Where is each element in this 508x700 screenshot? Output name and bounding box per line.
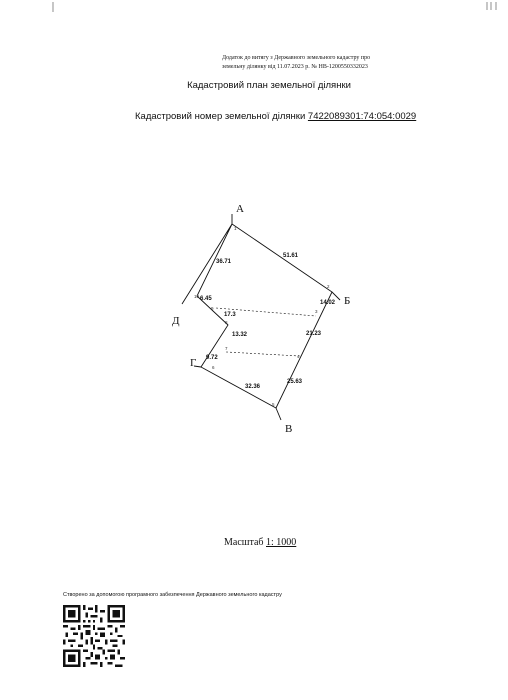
length-label: 14.02 [320,300,336,306]
software-note: Створено за допомогою програмного забезпечення Державного земельного кадастру [63,592,282,598]
length-label: 17.3 [224,312,236,318]
length-label: 13.32 [232,332,248,338]
point-number: 4 [297,354,300,359]
point-number: 10 [194,294,200,299]
point-number: 1 [234,226,237,231]
annex-line-2: земельну ділянку від 11.07.2023 р. № НВ-1200550332023 [222,64,368,70]
scale-label: Масштаб [224,537,264,548]
vertex-b: Б [344,295,351,307]
boundary-ext-b [332,292,340,300]
vertex-d: Д [172,315,180,327]
length-label: 36.71 [216,259,232,265]
length-label: 32.36 [245,384,261,390]
point-number: 3 [315,309,318,314]
qr-code-icon [63,605,125,667]
annex-line-1: Додаток до витягу з Державного земельного кадастру про [222,55,371,61]
cadastral-number: 7422089301:74:054:0029 [307,111,417,122]
length-label: 25.63 [287,379,303,385]
parcel-boundary [182,224,332,408]
point-number: 8 [225,320,228,325]
dashed-line-2 [226,352,300,356]
point-number: 9 [211,306,214,311]
point-number: 2 [327,284,330,289]
scale-value: 1: 1000 [266,537,297,548]
vertex-v: В [285,423,293,435]
length-label: 9.72 [206,355,218,361]
cadastral-number-label: Кадастровий номер земельної ділянки [135,111,306,122]
length-label: 51.61 [283,253,299,259]
boundary-ext-v [276,408,281,420]
vertex-g: Г [190,357,197,369]
vertex-a: А [236,203,244,215]
point-number: 6 [212,365,215,370]
scale-line [224,537,296,548]
page-title: Кадастровий план земельної ділянки [187,80,351,91]
length-label: 6.45 [200,296,212,302]
point-number: 7 [225,346,228,351]
length-label: 21.23 [306,331,322,337]
point-number: 5 [272,402,275,407]
